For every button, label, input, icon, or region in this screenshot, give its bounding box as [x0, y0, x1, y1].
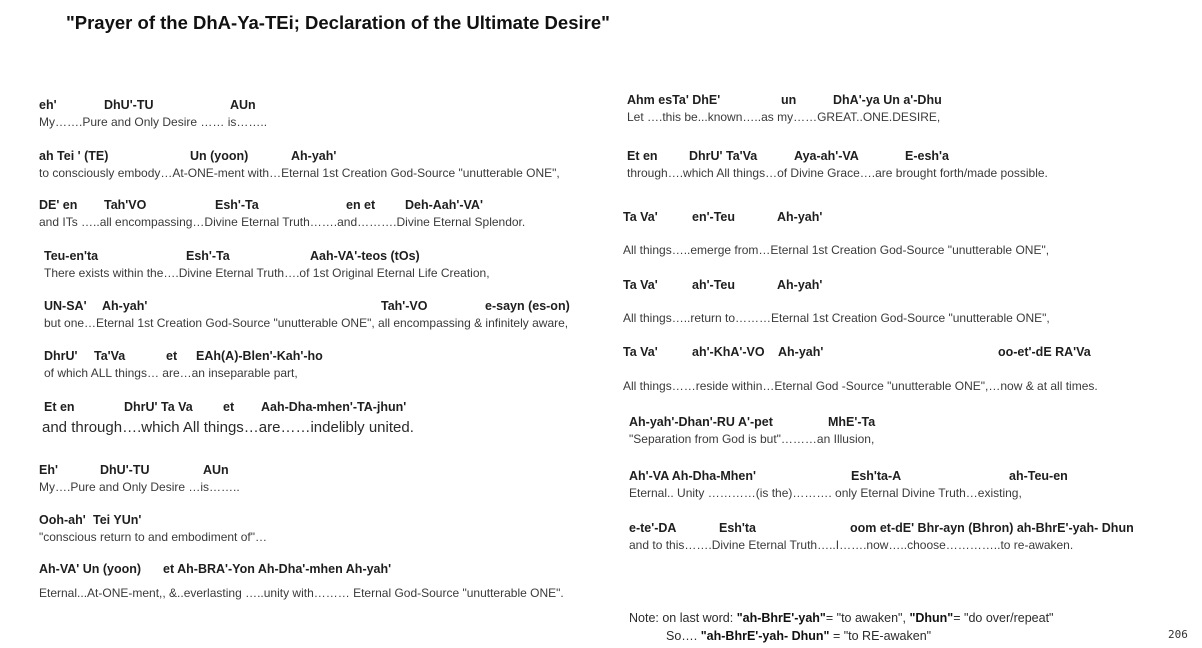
phonetic-word: e-sayn (es-on): [485, 299, 570, 313]
phonetic-word: Aya-ah'-VA: [794, 149, 859, 163]
phonetic-word: Tei YUn': [93, 513, 142, 527]
phonetic-word: et: [166, 349, 178, 363]
phonetic-word: Aah-Dha-mhen'-TA-jhun': [261, 400, 407, 414]
verse-block: [39, 198, 525, 229]
translation-line: There exists within the….Divine Eternal Truth….of 1st Original Eternal Life Creation,: [44, 266, 490, 280]
page-number: 206: [1168, 628, 1188, 641]
translation-line: and through….which All things…are……indelibly united.: [42, 419, 414, 436]
page-title: "Prayer of the DhA-Ya-TEi; Declaration of the Ultimate Desire": [66, 12, 610, 33]
phonetic-word: un: [781, 93, 797, 107]
translation-line: Eternal.. Unity …………(is the)………. only Eternal Divine Truth…existing,: [629, 486, 1022, 500]
phonetic-word: DhU'-TU: [100, 463, 150, 477]
verse-block: [627, 415, 874, 446]
phonetic-word: oom et-dE' Bhr-ayn (Bhron) ah-BhrE'-yah- Dhun: [850, 521, 1134, 535]
phonetic-word: Aah-VA'-teos (tOs): [310, 249, 420, 263]
phonetic-word: Esh'ta: [719, 521, 757, 535]
verse-block: [39, 400, 414, 436]
translation-line: and to this…….Divine Eternal Truth…..I…….now…..choose…………..to re-awaken.: [629, 538, 1074, 552]
phonetic-word: Tah'VO: [104, 198, 147, 212]
phonetic-word: Ah-yah': [777, 210, 823, 224]
phonetic-word: Esh'-Ta: [186, 249, 230, 263]
translation-line: "Separation from God is but"………an Illusion,: [629, 432, 875, 446]
note-term: "ah-BhrE'-yah- Dhun": [700, 629, 830, 643]
phonetic-word: ah'-KhA'-VO: [692, 345, 765, 359]
phonetic-word: oo-et'-dE RA'Va: [998, 345, 1091, 359]
phonetic-word: AUn: [230, 98, 256, 112]
verse-block: [627, 93, 940, 124]
phonetic-word: eh': [39, 98, 57, 112]
translation-line: of which ALL things… are…an inseparable part,: [44, 366, 298, 380]
verse-block: [39, 513, 267, 544]
verse-block: [39, 249, 490, 280]
translation-line: through….which All things…of Divine Grace….are brought forth/made possible.: [627, 166, 1048, 180]
phonetic-word: Tah'-VO: [381, 299, 428, 313]
phonetic-word: Ta Va': [623, 345, 658, 359]
phonetic-word: Eh': [39, 463, 58, 477]
phonetic-word: en'-Teu: [692, 210, 736, 224]
phonetic-word: e-te'-DA: [629, 521, 677, 535]
phonetic-word: AUn: [203, 463, 229, 477]
note-text: Note: on last word:: [629, 611, 737, 625]
verse-block: [623, 379, 1098, 393]
verse-block: [39, 299, 568, 330]
verse-block: [627, 149, 1048, 180]
verse-block: [623, 311, 1050, 325]
verse-block: [39, 463, 240, 494]
phonetic-word: ah-Teu-en: [1009, 469, 1068, 483]
translation-line: My….Pure and Only Desire …is……..: [39, 480, 240, 494]
phonetic-word: Esh'-Ta: [215, 198, 259, 212]
verse-block: [627, 521, 1134, 552]
footnote: [629, 611, 1054, 647]
phonetic-word: Ah-yah'-Dhan'-RU A'-pet: [629, 415, 773, 429]
phonetic-word: DhrU' Ta'Va: [689, 149, 758, 163]
phonetic-word: Deh-Aah'-VA': [405, 198, 483, 212]
phonetic-word: Ta'Va: [94, 349, 126, 363]
translation-line: and ITs …..all encompassing…Divine Eternal Truth…….and……….Divine Eternal Splendor.: [39, 215, 526, 229]
phonetic-word: Ah-yah': [778, 345, 824, 359]
phonetic-word: Ah'-VA Ah-Dha-Mhen': [629, 469, 756, 483]
phonetic-word: EAh(A)-Blen'-Kah'-ho: [196, 349, 323, 363]
phonetic-word: ah'-Teu: [692, 278, 736, 292]
phonetic-word: DhU'-TU: [104, 98, 154, 112]
phonetic-word: DhrU' Ta Va: [124, 400, 193, 414]
phonetic-word: Ah-VA' Un (yoon): [39, 562, 142, 576]
verse-block: [39, 98, 267, 129]
phonetic-word: Et en: [44, 400, 75, 414]
phonetic-word: Et en: [627, 149, 658, 163]
phonetic-word: MhE'-Ta: [828, 415, 876, 429]
note-term: "ah-BhrE'-yah": [736, 611, 826, 625]
phonetic-word: DhrU': [44, 349, 78, 363]
note-text: So….: [666, 629, 701, 643]
translation-line: Let ….this be...known…..as my……GREAT..ONE.DESIRE,: [627, 110, 941, 124]
note-text: = "to awaken",: [825, 611, 910, 625]
verse-block: [39, 149, 560, 180]
note-text: = "do over/repeat": [953, 611, 1054, 625]
phonetic-word: et Ah-BRA'-Yon Ah-Dha'-mhen Ah-yah': [163, 562, 392, 576]
phonetic-word: ah Tei ' (TE): [39, 149, 109, 163]
phonetic-word: Ah-yah': [102, 299, 148, 313]
note-text: = "to RE-awaken": [829, 629, 932, 643]
phonetic-word: Un (yoon): [190, 149, 249, 163]
phonetic-word: Ta Va': [623, 278, 658, 292]
translation-line: to consciously embody…At-ONE-ment with…Eternal 1st Creation God-Source "unutterable ONE",: [39, 166, 560, 180]
translation-line: My…….Pure and Only Desire …… is……..: [39, 115, 268, 129]
translation-line: All things…..emerge from…Eternal 1st Creation God-Source "unutterable ONE",: [623, 243, 1050, 257]
verse-block: [623, 243, 1050, 257]
verse-block: [627, 469, 1068, 500]
phonetic-word: et: [223, 400, 235, 414]
verse-block: [39, 562, 564, 600]
phonetic-word: DhA'-ya Un a'-Dhu: [833, 93, 942, 107]
phonetic-word: Teu-en'ta: [44, 249, 99, 263]
phonetic-word: Ooh-ah': [39, 513, 86, 527]
phonetic-word: DE' en: [39, 198, 78, 212]
translation-line: All things……reside within…Eternal God -Source "unutterable ONE",…now & at all times.: [623, 379, 1098, 393]
translation-line: "conscious return to and embodiment of"…: [39, 530, 267, 544]
phonetic-word: en et: [346, 198, 376, 212]
translation-line: but one…Eternal 1st Creation God-Source "unutterable ONE", all encompassing & infinitely aware,: [44, 316, 569, 330]
phonetic-word: Ah-yah': [777, 278, 823, 292]
verse-block: [39, 349, 323, 380]
phonetic-word: Ah-yah': [291, 149, 337, 163]
phonetic-word: Esh'ta-A: [851, 469, 902, 483]
translation-line: All things…..return to………Eternal 1st Creation God-Source "unutterable ONE",: [623, 311, 1050, 325]
phonetic-word: E-esh'a: [905, 149, 949, 163]
phonetic-word: Ta Va': [623, 210, 658, 224]
phonetic-word: UN-SA': [44, 299, 87, 313]
note-term: "Dhun": [909, 611, 954, 625]
translation-line: Eternal...At-ONE-ment,, &..everlasting …..unity with……… Eternal God-Source "unutterable ONE".: [39, 586, 564, 600]
phonetic-word: Ahm esTa' DhE': [627, 93, 721, 107]
